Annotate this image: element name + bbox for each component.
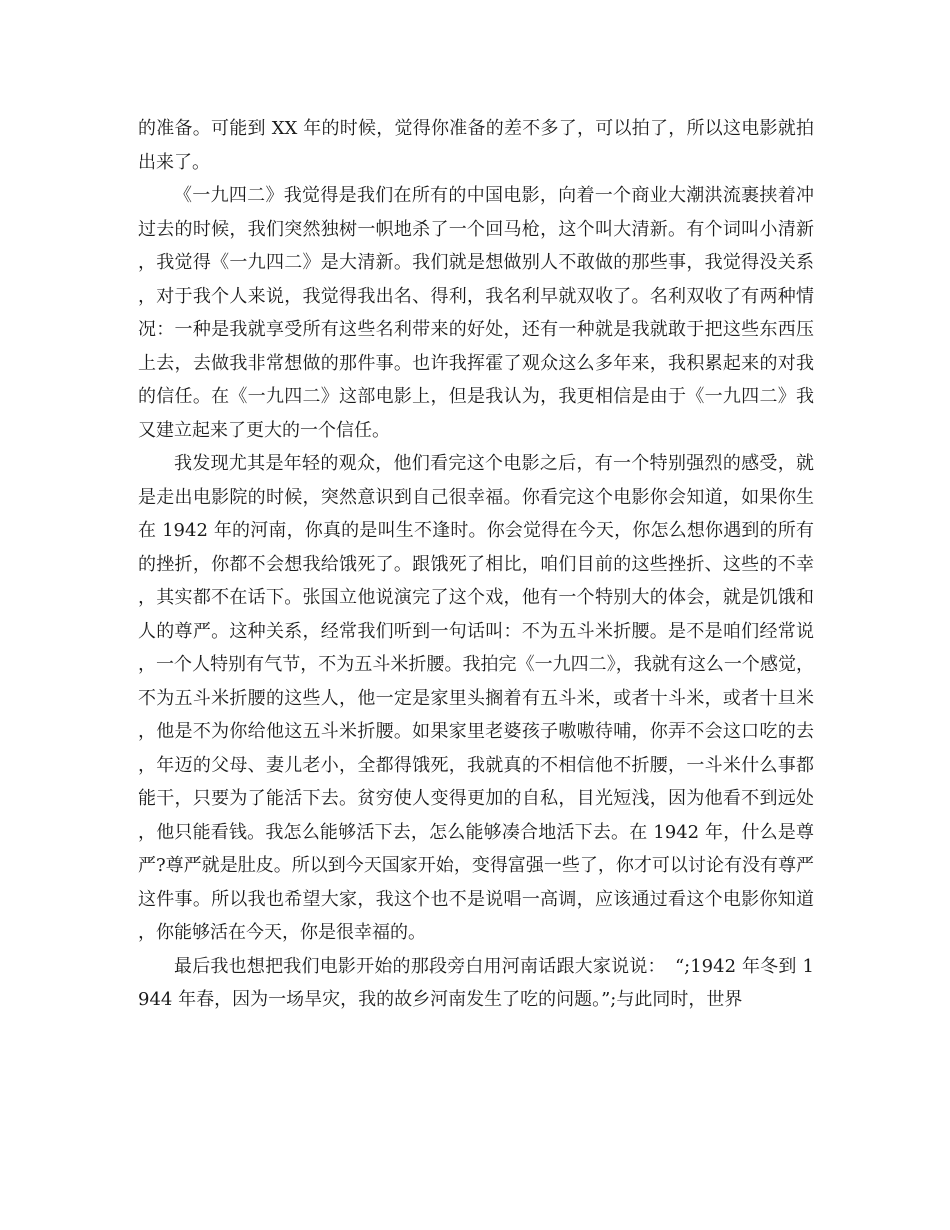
paragraph-3: 我发现尤其是年轻的观众，他们看完这个电影之后，有一个特别强烈的感受，就是走出电影院的时候，突然意识到自己很幸福。你看完这个电影你会知道，如果你生在 1942 年的河南，你真的是叫生不逢时。你会觉得在今天，你怎么想你遇到的所有的挫折，你都不会想我给饿死了。跟饿死了相比，咱们目前的这些挫折、这些的不幸，其实都不在话下。张国立他说演完了这个戏，他有一个特别大的体会，就是饥饿和人的尊严。这种关系，经常我们听到一句话叫：不为五斗米折腰。是不是咱们经常说，一个人特别有气节，不为五斗米折腰。我拍完《一九四二》，我就有这么一个感觉，不为五斗米折腰的这些人，他一定是家里头搁着有五斗米，或者十斗米，或者十旦米，他是不为你给他这五斗米折腰。如果家里老婆孩子嗷嗷待哺，你弄不会这口吃的去，年迈的父母、妻儿老小，全都得饿死，我就真的不相信他不折腰，一斗米什么事都能干，只要为了能活下去。贫穷使人变得更加的自私，目光短浅，因为他看不到远处，他只能看钱。我怎么能够活下去，怎么能够凑合地活下去。在 1942 年，什么是尊严?尊严就是肚皮。所以到今天国家开始，变得富强一些了，你才可以讨论有没有尊严这件事。所以我也希望大家，我这个也不是说唱一高调，应该通过看这个电影你知道，你能够活在今天，你是很幸福的。 bbox=[138, 453, 814, 943]
paragraph-1: 的准备。可能到 XX 年的时候，觉得你准备的差不多了，可以拍了，所以这电影就拍出来了。 bbox=[138, 118, 814, 173]
paragraph-4: 最后我也想把我们电影开始的那段旁白用河南话跟大家说说： “;1942 年冬到 1944 年春，因为一场旱灾，我的故乡河南发生了吃的问题。”;与此同时，世界 bbox=[138, 955, 814, 1010]
document-page bbox=[138, 112, 814, 1017]
paragraph-2: 《一九四二》我觉得是我们在所有的中国电影，向着一个商业大潮洪流裹挟着冲过去的时候，我们突然独树一帜地杀了一个回马枪，这个叫大清新。有个词叫小清新，我觉得《一九四二》是大清新。我们就是想做别人不敢做的那些事，我觉得没关系，对于我个人来说，我觉得我出名、得利，我名利早就双收了。名利双收了有两种情况：一种是我就享受所有这些名利带来的好处，还有一种就是我就敢于把这些东西压上去，去做我非常想做的那件事。也许我挥霍了观众这么多年来，我积累起来的对我的信任。在《一九四二》这部电影上，但是我认为，我更相信是由于《一九四二》我又建立起来了更大的一个信任。 bbox=[138, 185, 814, 441]
